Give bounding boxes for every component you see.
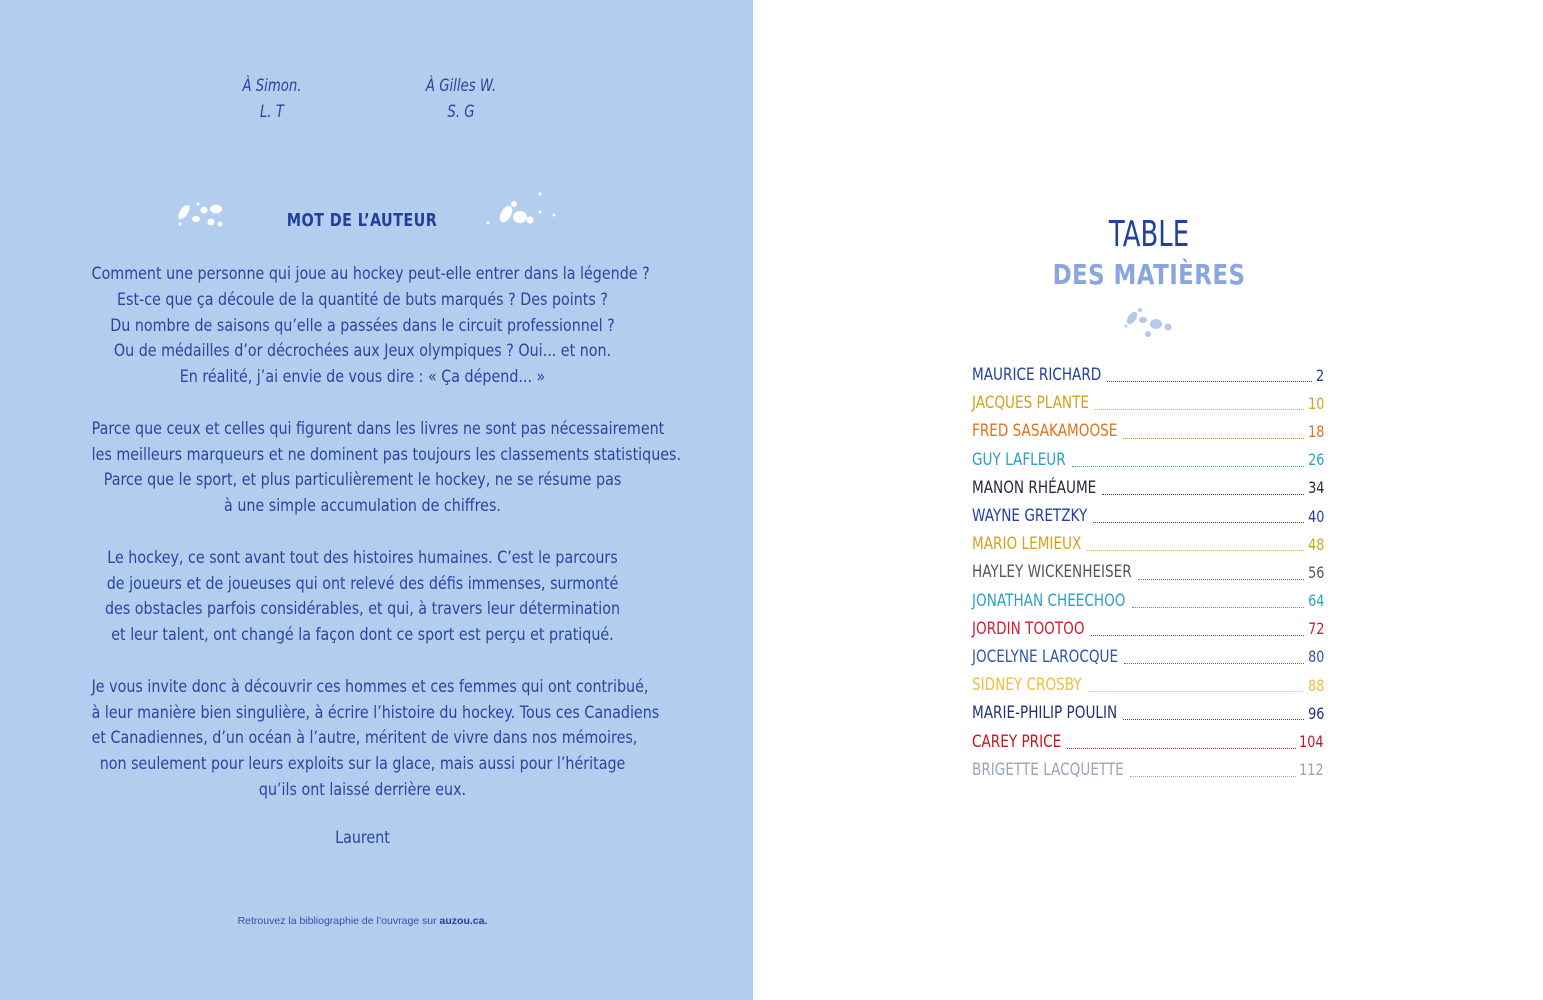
toc-entry[interactable] bbox=[972, 615, 1324, 643]
toc-entry-name: BRIGETTE LACQUETTE bbox=[972, 759, 1124, 780]
toc-entry[interactable] bbox=[972, 530, 1324, 558]
toc-entry-name: SIDNEY CROSBY bbox=[972, 675, 1082, 696]
toc-leader-dots bbox=[1095, 409, 1304, 410]
toc-entry[interactable] bbox=[972, 417, 1324, 445]
toc-leader-dots bbox=[1123, 719, 1304, 720]
dedication-1: À Simon. L. T bbox=[242, 76, 302, 122]
bibliography-note: Retrouvez la bibliographie de l’ouvrage sur auzou.ca. bbox=[237, 915, 488, 927]
text-line: Le hockey, ce sont avant tout des histoires humaines. C’est le parcours bbox=[107, 547, 618, 568]
text-line: Ou de médailles d’or décrochées aux Jeux olympiques ? Oui... et non. bbox=[113, 341, 612, 362]
toc-entry-page: 2 bbox=[1315, 365, 1324, 385]
toc-entry-name: FRED SASAKAMOOSE bbox=[972, 421, 1118, 442]
toc-leader-dots bbox=[1067, 748, 1295, 749]
toc-leader-dots bbox=[1138, 579, 1304, 580]
toc-entry-page: 40 bbox=[1307, 506, 1324, 526]
toc-entry-name: JORDIN TOOTOO bbox=[972, 618, 1085, 639]
toc-entry-page: 10 bbox=[1307, 393, 1324, 413]
text-line: Je vous invite donc à découvrir ces hommes et ces femmes qui ont contribué, bbox=[91, 676, 649, 697]
toc-list bbox=[972, 361, 1324, 784]
text-line: de joueurs et de joueuses qui ont relevé des défis immenses, surmonté bbox=[106, 573, 619, 594]
toc-entry-page: 112 bbox=[1299, 760, 1324, 780]
toc-entry-name: CAREY PRICE bbox=[972, 731, 1062, 752]
toc-entry[interactable] bbox=[972, 474, 1324, 502]
toc-entry[interactable] bbox=[972, 446, 1324, 474]
toc-leader-dots bbox=[1132, 607, 1304, 608]
dedication-2: À Gilles W. S. G bbox=[425, 76, 497, 122]
toc-entry-name: MARIO LEMIEUX bbox=[972, 534, 1082, 555]
toc-entry-name: HAYLEY WICKENHEISER bbox=[972, 562, 1132, 583]
snow-splash-icon bbox=[172, 198, 232, 232]
toc-entry-name: MAURICE RICHARD bbox=[972, 365, 1102, 386]
text-line: à une simple accumulation de chiffres. bbox=[224, 496, 501, 517]
text-line: et leur talent, ont changé la façon dont ce sport est perçu et pratiqué. bbox=[111, 625, 614, 646]
toc-entry[interactable] bbox=[972, 502, 1324, 530]
text-line: les meilleurs marqueurs et ne dominent pas toujours les classements statistiques. bbox=[91, 444, 682, 465]
toc-entry-name: MARIE-PHILIP POULIN bbox=[972, 703, 1118, 724]
toc-entry-page: 56 bbox=[1307, 562, 1324, 582]
snow-splash-icon bbox=[1118, 302, 1178, 342]
toc-entry-name: MANON RHÉAUME bbox=[972, 477, 1097, 498]
toc-entry-page: 80 bbox=[1307, 647, 1324, 667]
toc-leader-dots bbox=[1093, 522, 1303, 523]
author-note-body bbox=[40, 262, 685, 804]
toc-leader-dots bbox=[1087, 550, 1303, 551]
toc-entry-page: 104 bbox=[1299, 732, 1324, 752]
toc-entry[interactable] bbox=[972, 587, 1324, 615]
text-line: non seulement pour leurs exploits sur la glace, mais aussi pour l’héritage bbox=[99, 754, 626, 775]
text-line: qu’ils ont laissé derrière eux. bbox=[258, 779, 467, 800]
toc-entry-name: JONATHAN CHEECHOO bbox=[972, 590, 1126, 611]
toc-entry-page: 72 bbox=[1307, 619, 1324, 639]
toc-entry-name: GUY LAFLEUR bbox=[972, 449, 1066, 470]
snow-splash-icon bbox=[484, 190, 562, 230]
text-line: des obstacles parfois considérables, et qui, à travers leur détermination bbox=[104, 599, 621, 620]
text-line: Parce que ceux et celles qui figurent dans les livres ne sont pas nécessairement bbox=[91, 418, 665, 439]
toc-leader-dots bbox=[1107, 381, 1312, 382]
toc-entry[interactable] bbox=[972, 361, 1324, 389]
toc-entry[interactable] bbox=[972, 727, 1324, 755]
text-line: Du nombre de saisons qu’elle a passées dans le circuit professionnel ? bbox=[110, 315, 615, 336]
text-line: à leur manière bien singulière, à écrire l’histoire du hockey. Tous ces Canadiens bbox=[91, 702, 660, 723]
toc-entry-name: WAYNE GRETZKY bbox=[972, 506, 1088, 527]
toc-entry-page: 48 bbox=[1307, 534, 1324, 554]
toc-leader-dots bbox=[1091, 635, 1304, 636]
toc-entry-page: 26 bbox=[1307, 450, 1324, 470]
author-note-title: MOT DE L’AUTEUR bbox=[286, 210, 438, 231]
toc-entry[interactable] bbox=[972, 699, 1324, 727]
text-line: Est-ce que ça découle de la quantité de buts marqués ? Des points ? bbox=[117, 289, 608, 310]
toc-leader-dots bbox=[1072, 466, 1304, 467]
text-line: En réalité, j’ai envie de vous dire : « Ça dépend... » bbox=[179, 367, 546, 388]
toc-entry-page: 88 bbox=[1307, 675, 1324, 695]
toc-leader-dots bbox=[1130, 776, 1296, 777]
toc-entry-page: 34 bbox=[1307, 478, 1324, 498]
text-line: et Canadiennes, d’un océan à l’autre, méritent de vivre dans nos mémoires, bbox=[91, 728, 638, 749]
toc-entry-page: 96 bbox=[1307, 703, 1324, 723]
toc-leader-dots bbox=[1123, 438, 1303, 439]
toc-entry[interactable] bbox=[972, 671, 1324, 699]
author-signature: Laurent bbox=[335, 828, 390, 848]
text-line: Comment une personne qui joue au hockey peut-elle entrer dans la légende ? bbox=[91, 264, 650, 284]
toc-entry-page: 64 bbox=[1307, 591, 1324, 611]
toc-leader-dots bbox=[1102, 494, 1303, 495]
toc-leader-dots bbox=[1124, 663, 1304, 664]
toc-entry-name: JOCELYNE LAROCQUE bbox=[972, 646, 1119, 667]
toc-title: TABLE bbox=[1108, 214, 1190, 255]
toc-entry[interactable] bbox=[972, 643, 1324, 671]
toc-leader-dots bbox=[1088, 691, 1304, 692]
toc-entry[interactable] bbox=[972, 558, 1324, 586]
toc-entry-name: JACQUES PLANTE bbox=[972, 393, 1090, 414]
toc-entry[interactable] bbox=[972, 389, 1324, 417]
toc-entry-page: 18 bbox=[1307, 421, 1324, 441]
toc-subtitle: DES MATIÈRES bbox=[1052, 258, 1246, 291]
left-page bbox=[0, 0, 753, 1000]
toc-entry[interactable] bbox=[972, 756, 1324, 784]
bibliography-link[interactable]: auzou.ca. bbox=[439, 915, 488, 927]
text-line: Parce que le sport, et plus particulièrement le hockey, ne se résume pas bbox=[103, 470, 622, 491]
